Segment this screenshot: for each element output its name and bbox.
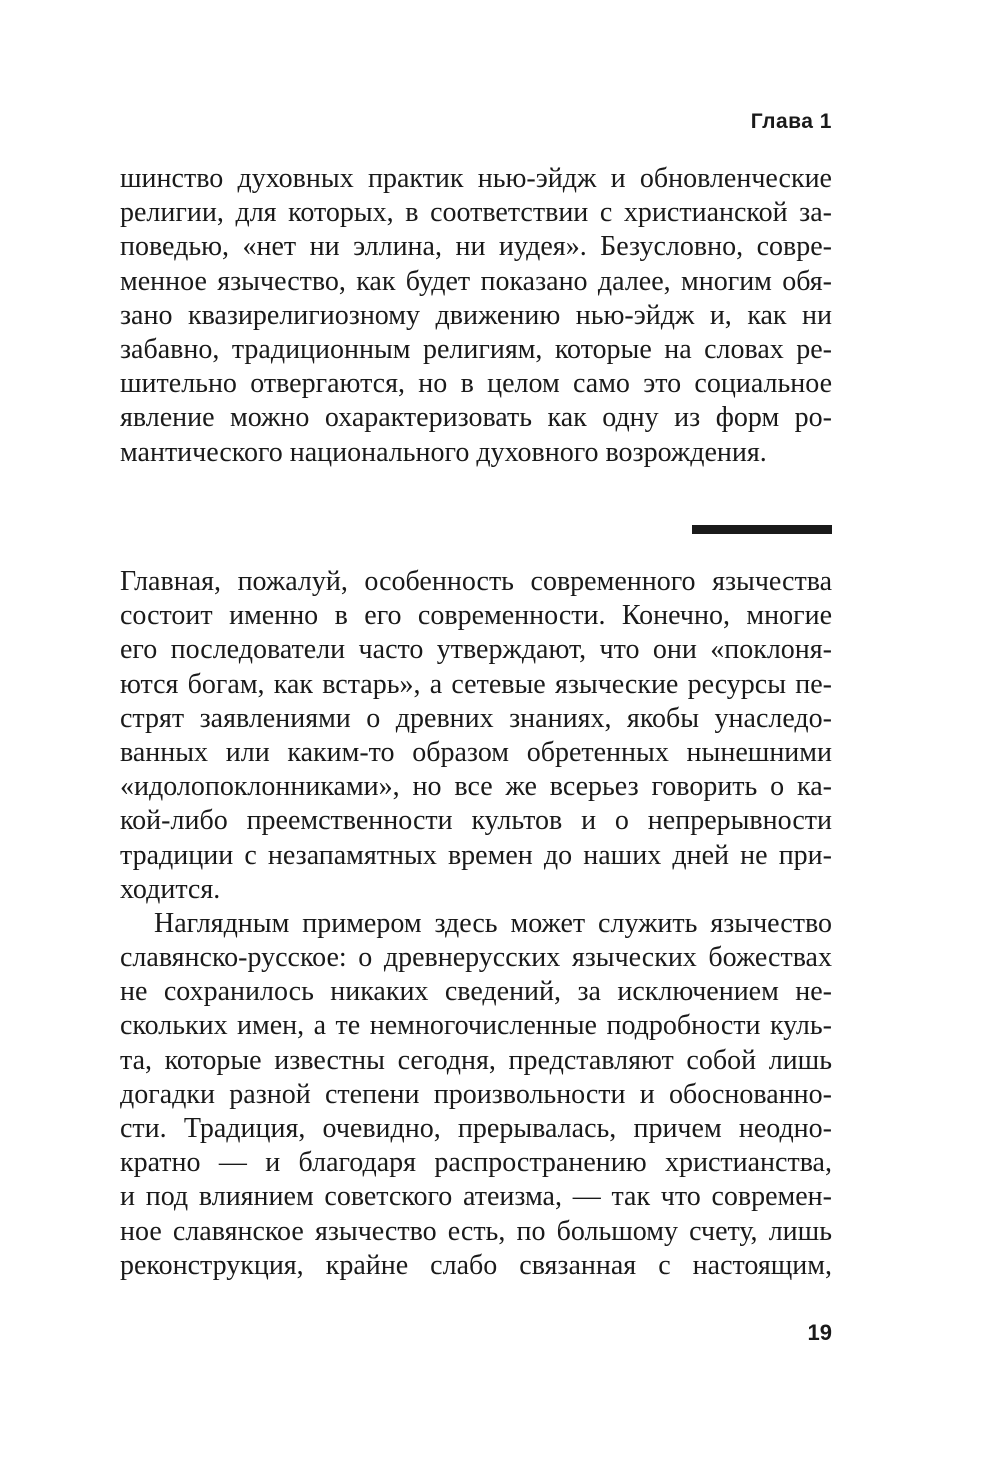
section-divider: [692, 525, 832, 534]
text-line: стрят заявлениями о древних знаниях, якобы унаследо-: [120, 702, 832, 734]
text-line: не сохранилось никаких сведений, за исключением не-: [120, 976, 832, 1008]
text-line: состоит именно в его современности. Конечно, многие: [120, 600, 832, 632]
text-line: менное язычество, как будет показано далее, многим обя-: [120, 265, 832, 297]
section-body: [120, 565, 832, 1283]
text-line: Главная, пожалуй, особенность современного язычества: [120, 566, 832, 597]
text-line: шинство духовных практик нью-эйдж и обновленческие: [120, 163, 832, 194]
text-line: шительно отвергаются, но в целом само это социальное: [120, 368, 832, 400]
text-line: традиции с незапамятных времен до наших дней не при-: [120, 839, 832, 871]
text-line: зано квазирелигиозному движению нью-эйдж и, как ни: [120, 299, 832, 331]
text-line: явление можно охарактеризовать как одну из форм ро-: [120, 402, 832, 434]
text-line: его последователи часто утверждают, что они «поклоня-: [120, 634, 832, 666]
text-line: ванных или каким-то образом обретенных нынешними: [120, 736, 832, 768]
text-line: реконструкция, крайне слабо связанная с настоящим,: [120, 1249, 832, 1281]
text-line: забавно, традиционным религиям, которые на словах ре-: [120, 333, 832, 365]
text-line: Наглядным примером здесь может служить язычество: [154, 907, 832, 939]
text-line: славянско-русское: о древнерусских языческих божествах: [120, 942, 832, 974]
text-line: религии, для которых, в соответствии с христианской за-: [120, 197, 832, 229]
text-line: поведью, «нет ни эллина, ни иудея». Безусловно, совре-: [120, 231, 832, 263]
text-line: мантического национального духовного возрождения.: [120, 436, 767, 468]
text-line: ходится.: [120, 873, 221, 905]
text-line: догадки разной степени произвольности и обоснованно-: [120, 1078, 832, 1110]
text-line: ются богам, как встарь», а сетевые языческие ресурсы пе-: [120, 668, 832, 700]
running-header: Глава 1: [750, 110, 832, 133]
text-line: та, которые известны сегодня, представляют собой лишь: [120, 1044, 832, 1076]
text-line: сти. Традиция, очевидно, прерывалась, причем неодно-: [120, 1113, 832, 1144]
text-line: кой-либо преемственности культов и о непрерывности: [120, 805, 832, 837]
page-number: 19: [807, 1320, 832, 1345]
text-line: кратно — и благодаря распространению христианства,: [120, 1147, 832, 1179]
text-line: «идолопоклонниками», но все же всерьез говорить о ка-: [120, 771, 832, 803]
text-line: ное славянское язычество есть, по большому счету, лишь: [120, 1215, 832, 1247]
paragraph-continuation: [120, 162, 832, 470]
text-line: и под влиянием советского атеизма, — так что современ-: [120, 1181, 832, 1213]
text-line: скольких имен, а те немногочисленные подробности куль-: [120, 1010, 832, 1042]
